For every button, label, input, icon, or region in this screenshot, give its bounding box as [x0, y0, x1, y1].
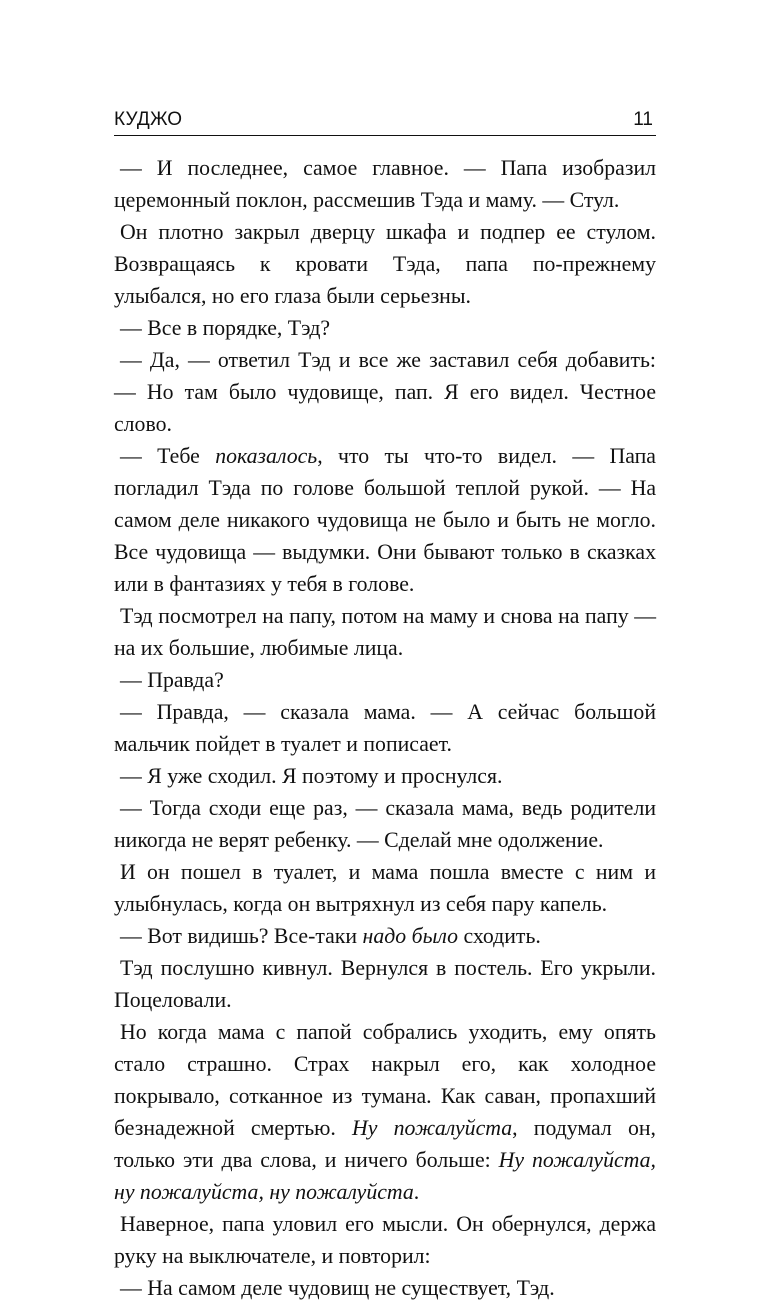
paragraph [114, 440, 656, 600]
text-run: Тэд послушно кивнул. Вернулся в постель. Его укрыли. Поцеловали. [114, 956, 656, 1012]
text-run: Тэд посмотрел на папу, потом на маму и снова на папу — на их большие, любимые лица. [114, 604, 656, 660]
text-run: — Тебе [120, 444, 216, 468]
paragraph [114, 1208, 656, 1272]
paragraph [114, 216, 656, 312]
paragraph [114, 664, 656, 696]
paragraph [114, 952, 656, 1016]
italic-run: Ну пожалуйста, ну пожалуйста, ну пожалуйста [114, 1148, 656, 1204]
paragraph [114, 312, 656, 344]
running-title: КУДЖО [114, 109, 183, 130]
text-run: — И последнее, самое главное. — Папа изобразил церемонный поклон, рассмешив Тэда и маму. — Стул. [114, 156, 656, 212]
paragraph [114, 696, 656, 760]
text-run: — Все в порядке, Тэд? [120, 316, 331, 340]
page-number: 11 [633, 109, 653, 130]
paragraph [114, 1272, 656, 1304]
paragraph [114, 344, 656, 440]
italic-run: надо было [362, 924, 458, 948]
text-run: Наверное, папа уловил его мысли. Он обернулся, держа руку на выключателе, и повторил: [114, 1212, 656, 1268]
paragraph [114, 152, 656, 216]
text-run: Он плотно закрыл дверцу шкафа и подпер ее стулом. Возвращаясь к кровати Тэда, папа по-прежнему улыбался, но его глаза были серьезны. [114, 220, 656, 308]
text-run: — На самом деле чудовищ не существует, Тэд. [120, 1276, 555, 1300]
paragraph [114, 600, 656, 664]
text-run: , что ты что-то видел. — Папа погладил Тэда по голове большой теплой рукой. — На самом деле никакого чудовища не было и быть не могло. Все чудовища — выдумки. Они бывают только в сказках или в фантазиях у тебя в голове. [114, 444, 656, 596]
text-run: — Правда? [120, 668, 224, 692]
text-run: — Да, — ответил Тэд и все же заставил себя добавить: — Но там было чудовище, пап. Я его видел. Честное слово. [114, 348, 656, 436]
body-text [114, 152, 656, 1304]
italic-run: показалось [215, 444, 318, 468]
book-page [114, 105, 656, 1304]
text-run: . [413, 1180, 420, 1204]
text-run: Но когда мама с папой собрались уходить, ему опять стало страшно. Страх накрыл его, как холодное покрывало, сотканное из тумана. Как саван, пропахший безнадежной смертью. [114, 1020, 656, 1140]
paragraph [114, 856, 656, 920]
paragraph [114, 760, 656, 792]
text-run: — Я уже сходил. Я поэтому и проснулся. [120, 764, 503, 788]
text-run: И он пошел в туалет, и мама пошла вместе с ним и улыбнулась, когда он вытряхнул из себя пару капель. [114, 860, 656, 916]
running-header [114, 105, 656, 136]
paragraph [114, 1016, 656, 1208]
text-run: — Правда, — сказала мама. — А сейчас большой мальчик пойдет в туалет и пописает. [114, 700, 656, 756]
text-run: — Вот видишь? Все-таки [120, 924, 363, 948]
paragraph [114, 920, 656, 952]
text-run: сходить. [458, 924, 541, 948]
text-run: , подумал он, только эти два слова, и ничего больше: [114, 1116, 656, 1172]
text-run: — Тогда сходи еще раз, — сказала мама, ведь родители никогда не верят ребенку. — Сделай мне одолжение. [114, 796, 656, 852]
paragraph [114, 792, 656, 856]
italic-run: Ну пожалуйста [352, 1116, 513, 1140]
